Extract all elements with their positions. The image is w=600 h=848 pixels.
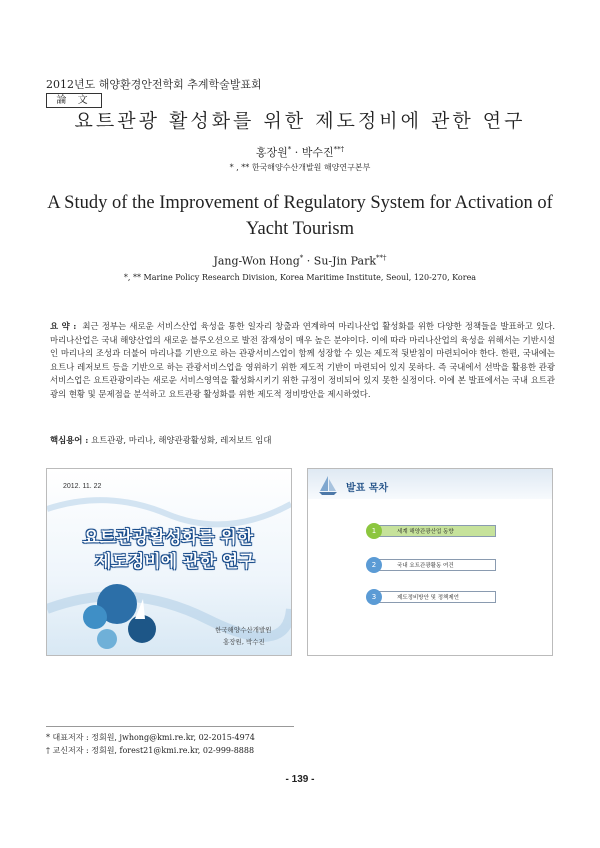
- abstract-label: 요 약 :: [50, 321, 77, 331]
- slide-date: 2012. 11. 22: [63, 483, 102, 490]
- abstract-text: 최근 정부는 새로운 서비스산업 육성을 통한 일자리 창출과 연계하여 마리나산업 활성화를 위한 다양한 정책들을 발표하고 있다. 마리나산업은 국내 해양산업의 새로운 블루오션으로 발전 잠재성이 매우 높은 분야이다. 이에 따라 마리나산업의 육성을 위해서는 기반시설인 마리나의 조성과 더불어 마리나를 기반으로 하는 관광서비스업이 함께 성장할 수 있는 제도적 뒷받침이 마련되어야 한다. 한편, 국내에는 요트나 레저보트 등을 기반으로 하는 관광서비스업을 영위하기 위한 제도적 기반이 마련되어 있지 못하다. 즉 국내에서 선박을 활용한 관광서비스업은 요트관광이라는 새로운 서비스영역을 활성화시키기 위한 규정이 정비되어 있지 못한 실정이다. 이에 본 발표에서는 국내 요트관광의 현황 및 문제점을 분석하고 요트관광 활성화를 위한 제도적 정비방안을 제시하였다.: [50, 321, 555, 399]
- author-2: 박수진: [301, 146, 334, 159]
- affiliation-english: *, ** Marine Policy Research Division, Korea Maritime Institute, Seoul, 120-270, Korea: [123, 273, 477, 282]
- author-1-en-mark: *: [299, 254, 304, 262]
- sailboat-icon: [316, 473, 340, 497]
- authors-korean: [0, 144, 600, 160]
- author-separator: ·: [291, 146, 302, 159]
- keywords: [50, 434, 555, 446]
- slide-presenters: 홍장원, 박수진: [223, 638, 265, 646]
- paper-type-tag: 論 文: [46, 93, 102, 108]
- author-1: 홍장원: [255, 146, 288, 159]
- author-2-en-mark: **†: [376, 254, 387, 262]
- keywords-text: 요트관광, 마리나, 해양관광활성화, 레저보트 임대: [91, 435, 272, 445]
- author-1-mark: *: [287, 145, 292, 154]
- contents-item-2-number: 2: [366, 557, 382, 573]
- authors-english: [0, 254, 600, 268]
- contents-item-1-label: 세계 해양관광산업 동향: [378, 525, 496, 537]
- contents-item-2: [370, 559, 500, 571]
- contents-item-2-label: 국내 요트관광활동 여건: [378, 559, 496, 571]
- slide-title-line2: 제도정비에 관한 연구: [95, 552, 255, 572]
- footnote-divider: [46, 726, 294, 727]
- title-english: A Study of the Improvement of Regulatory System for Activation of Yacht Tourism: [47, 193, 553, 239]
- abstract: [50, 320, 555, 402]
- footnote-1: * 대표저자 : 정회원, jwhong@kmi.re.kr, 02-2015-4974: [46, 733, 255, 742]
- slide-title-line1: 요트관광활성화를 위한: [83, 528, 254, 548]
- conference-name: 2012년도 해양환경안전학회 추계학술발표회: [46, 78, 262, 91]
- contents-item-3-label: 제도정비방안 및 정책제언: [378, 591, 496, 603]
- slide-header: [308, 469, 552, 499]
- author-2-en: Su-Jin Park: [313, 254, 377, 268]
- footnote-2: † 교신저자 : 정회원, forest21@kmi.re.kr, 02-999-8888: [46, 746, 255, 755]
- contents-slide-image: [307, 468, 553, 656]
- title-korean: 요트관광 활성화를 위한 제도정비에 관한 연구: [74, 110, 526, 132]
- contents-item-3-number: 3: [366, 589, 382, 605]
- contents-title: 발표 목차: [346, 483, 389, 494]
- affiliation-korean: * , ** 한국해양수산개발원 해양연구본부: [229, 163, 371, 172]
- title-slide-image: [46, 468, 292, 656]
- keywords-label: 핵심용어 :: [50, 435, 89, 445]
- contents-item-3: [370, 591, 500, 603]
- author-2-mark: **†: [333, 145, 345, 154]
- contents-item-1: [370, 525, 500, 537]
- page-number: - 139 -: [285, 774, 315, 785]
- author-1-en: Jang-Won Hong: [213, 254, 300, 268]
- slide-organization: 한국해양수산개발원: [215, 626, 272, 634]
- author-en-separator: ·: [303, 254, 314, 268]
- contents-item-1-number: 1: [366, 523, 382, 539]
